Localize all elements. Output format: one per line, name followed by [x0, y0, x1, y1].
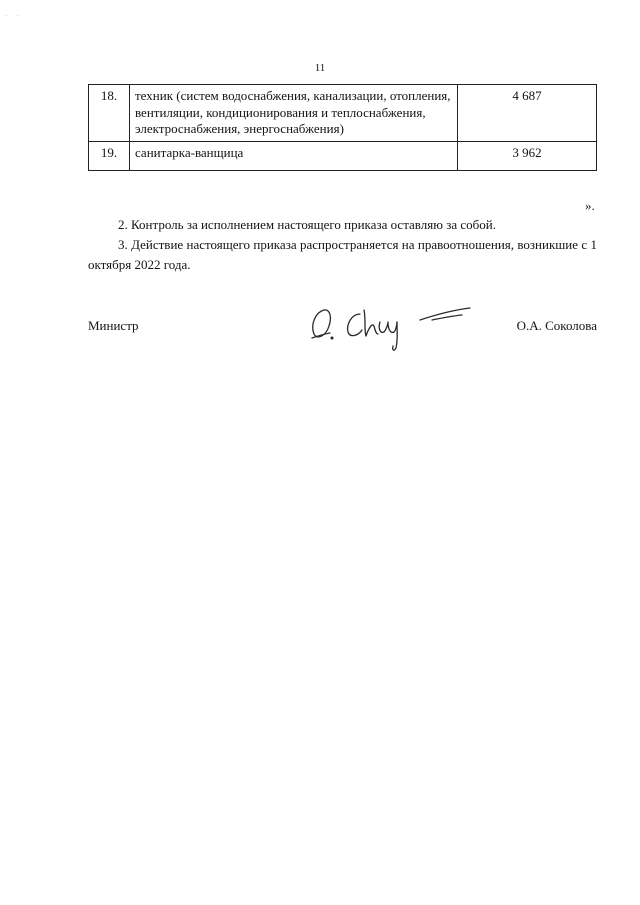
paragraph-effective-date: 3. Действие настоящего приказа распространяется на правоотношения, возникшие с 1 октября 2022 года.	[88, 237, 597, 272]
table-row	[89, 85, 597, 142]
table-row	[89, 141, 597, 170]
position-name: техник (систем водоснабжения, канализации, отопления, вентиляции, кондиционирования и теплоснабжения, электроснабжения, энергоснабжения)	[130, 85, 458, 142]
handwritten-signature	[302, 296, 482, 354]
signatory-name: О.А. Соколова	[516, 318, 597, 333]
salary-value: 3 962	[458, 141, 597, 170]
closing-quote: ».	[585, 198, 595, 213]
row-number: 18.	[89, 85, 130, 142]
row-number: 19.	[89, 141, 130, 170]
corner-marks: . .	[6, 12, 23, 18]
page-number: 11	[314, 62, 326, 74]
salary-value: 4 687	[458, 85, 597, 142]
paragraph-control: 2. Контроль за исполнением настоящего приказа оставляю за собой.	[118, 217, 496, 232]
position-name: санитарка-ванщица	[130, 141, 458, 170]
signatory-title: Министр	[88, 318, 139, 333]
salary-table	[88, 84, 597, 171]
